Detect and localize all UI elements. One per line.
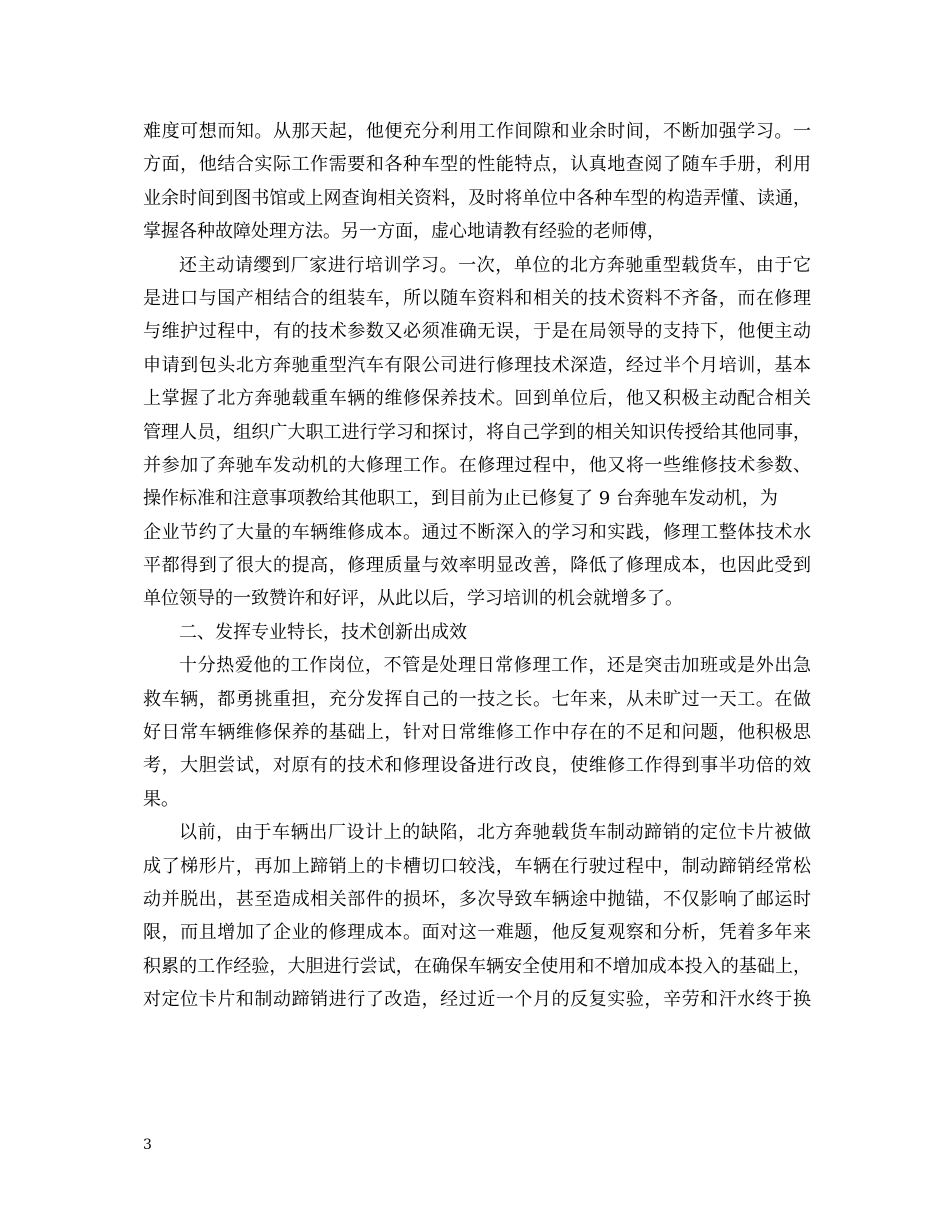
text-line: 平都得到了很大的提高，修理质量与效率明显改善，降低了修理成本，也因此受到: [143, 555, 811, 577]
text-line: 以前，由于车辆出厂设计上的缺陷，北方奔驰载货车制动蹄销的定位卡片被做: [179, 822, 811, 844]
text-line: 申请到包头北方奔驰重型汽车有限公司进行修理技术深造，经过半个月培训，基本: [143, 354, 811, 376]
text-line: 企业节约了大量的车辆维修成本。通过不断深入的学习和实践，修理工整体技术水: [143, 521, 811, 543]
text-line: 并参加了奔驰车发动机的大修理工作。在修理过程中，他又将一些维修技术参数、: [143, 454, 811, 476]
text-line: 限，而且增加了企业的修理成本。面对这一难题，他反复观察和分析，凭着多年来: [143, 922, 811, 944]
text-line: 掌握各种故障处理方法。另一方面，虚心地请教有经验的老师傅，: [143, 221, 665, 243]
text-line: 与维护过程中，有的技术参数又必须准确无误，于是在局领导的支持下，他便主动: [143, 321, 811, 343]
text-line: 好日常车辆维修保养的基础上，针对日常维修工作中存在的不足和问题，他积极思: [143, 722, 811, 744]
text-line: 考，大胆尝试，对原有的技术和修理设备进行改良，使维修工作得到事半功倍的效: [143, 755, 811, 777]
text-line: 管理人员，组织广大职工进行学习和探讨，将自己学到的相关知识传授给其他同事，: [143, 421, 811, 443]
page-number: 3: [143, 1137, 152, 1153]
text-line: 救车辆，都勇挑重担，充分发挥自己的一技之长。七年来，从未旷过一天工。在做: [143, 688, 811, 710]
text-line: 还主动请缨到厂家进行培训学习。一次，单位的北方奔驰重型载货车，由于它: [179, 254, 811, 276]
text-line: 果。: [143, 788, 179, 810]
text-line: 难度可想而知。从那天起，他便充分利用工作间隙和业余时间，不断加强学习。一: [143, 121, 811, 142]
text-line: 操作标准和注意事项教给其他职工，到目前为止已修复了 9 台奔驰车发动机，为: [143, 488, 778, 510]
text-line: 十分热爱他的工作岗位，不管是处理日常修理工作，还是突击加班或是外出急: [179, 655, 811, 677]
text-line: 动并脱出，甚至造成相关部件的损坏，多次导致车辆途中抛锚，不仅影响了邮运时: [143, 888, 811, 910]
text-line: 单位领导的一致赞许和好评，从此以后，学习培训的机会就增多了。: [143, 588, 683, 610]
text-line: 成了梯形片，再加上蹄销上的卡槽切口较浅，车辆在行驶过程中，制动蹄销经常松: [143, 855, 811, 877]
text-line: 上掌握了北方奔驰载重车辆的维修保养技术。回到单位后，他又积极主动配合相关: [143, 388, 811, 410]
text-line: 业余时间到图书馆或上网查询相关资料，及时将单位中各种车型的构造弄懂、读通，: [143, 187, 811, 209]
text-line: 二、发挥专业特长，技术创新出成效: [179, 621, 467, 643]
text-line: 对定位卡片和制动蹄销进行了改造，经过近一个月的反复实验，辛劳和汗水终于换: [143, 989, 811, 1011]
text-line: 方面，他结合实际工作需要和各种车型的性能特点，认真地查阅了随车手册，利用: [143, 154, 811, 176]
body-text: [143, 115, 811, 1017]
text-line: 积累的工作经验，大胆进行尝试，在确保车辆安全使用和不增加成本投入的基础上，: [143, 955, 811, 977]
text-line: 是进口与国产相结合的组装车，所以随车资料和相关的技术资料不齐备，而在修理: [143, 287, 811, 309]
